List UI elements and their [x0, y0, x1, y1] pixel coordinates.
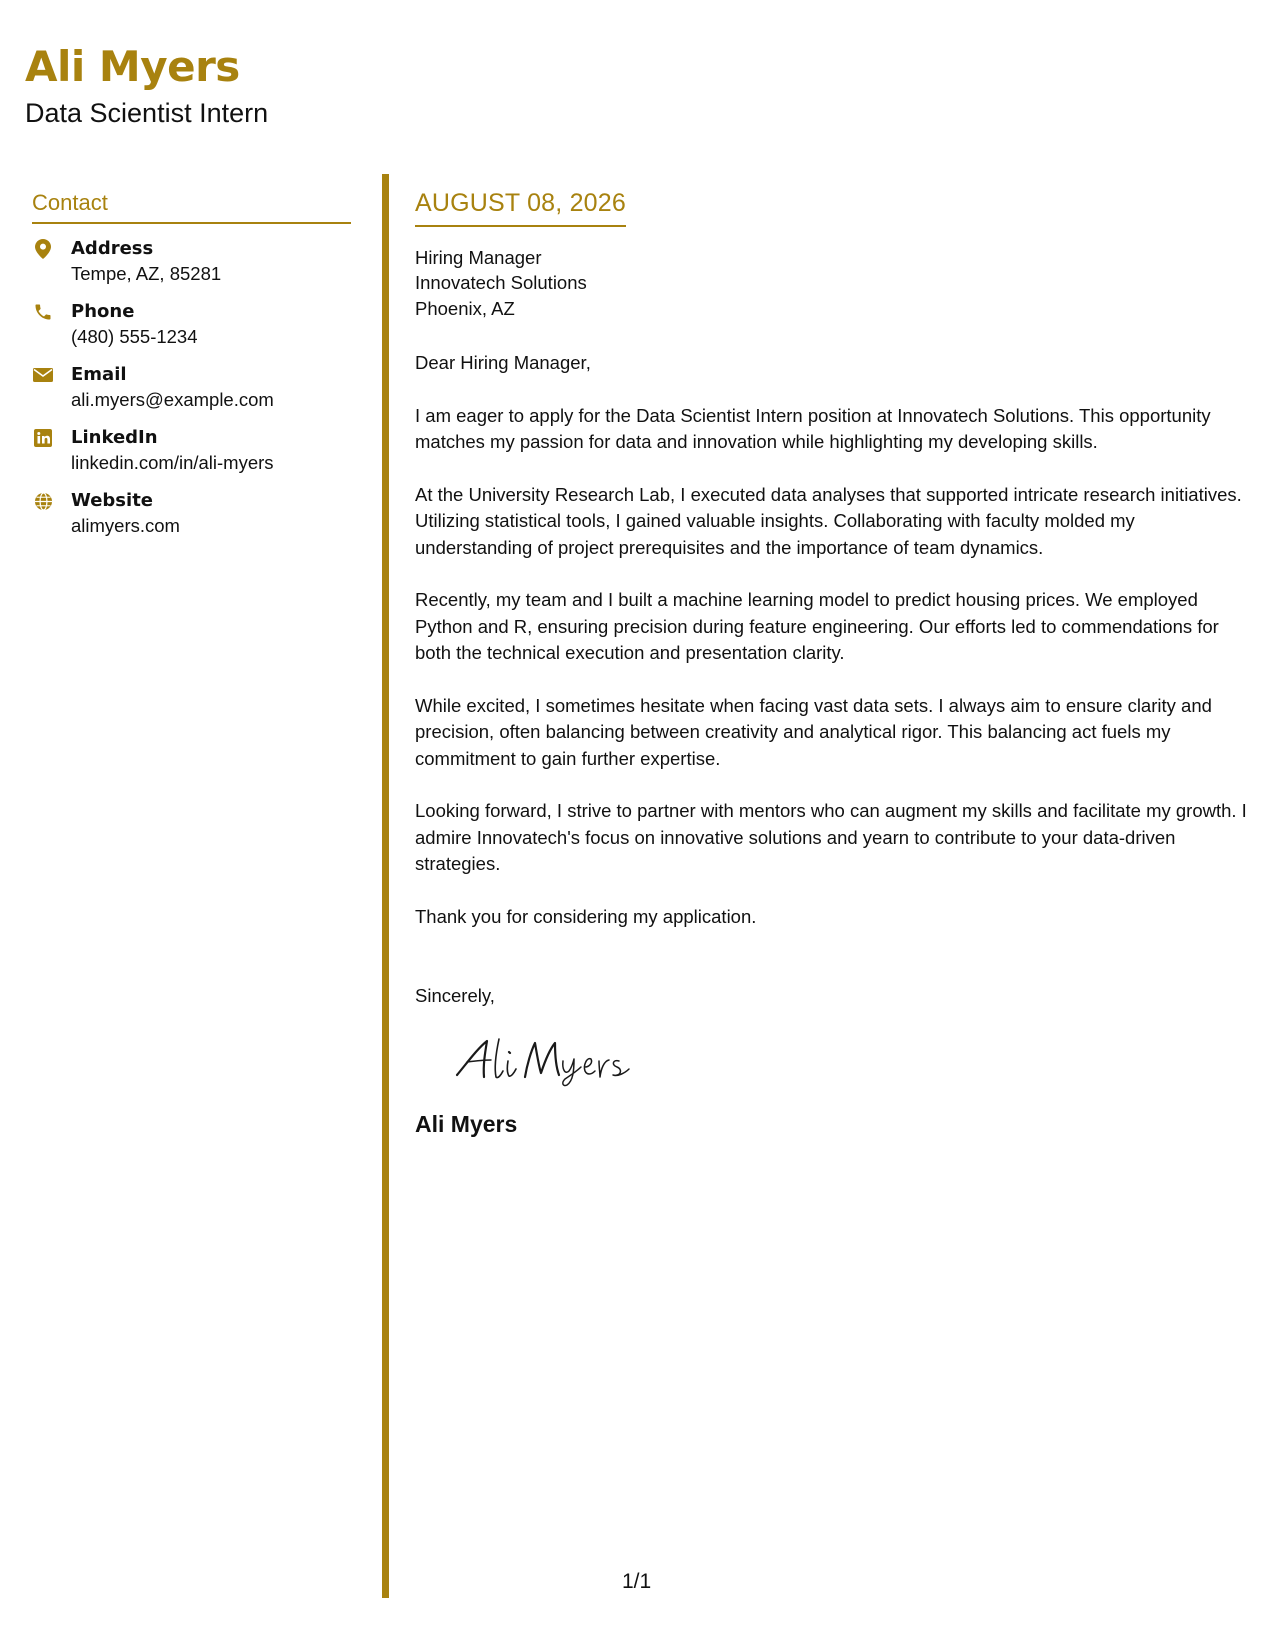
contact-item-email — [32, 362, 351, 425]
contact-label-linkedin: LinkedIn — [71, 427, 158, 448]
letter-paragraph: I am eager to apply for the Data Scientist Intern position at Innovatech Solutions. This opportunity matches my passion for data and innovation while highlighting my developing skills. — [415, 404, 1211, 452]
letter-paragraph: At the University Research Lab, I executed data analyses that supported intricate research initiatives. Utilizing statistical tools, I gained valuable insights. Collaborating with faculty molded my understanding of project prerequisites and the importance of team dynamics. — [415, 483, 1242, 558]
globe-icon — [32, 490, 54, 512]
recipient-line: Hiring Manager — [415, 246, 542, 268]
letter-date: AUGUST 08, 2026 — [415, 190, 626, 227]
applicant-name: Ali Myers — [25, 42, 240, 91]
recipient-line: Innovatech Solutions — [415, 272, 587, 293]
contact-value-linkedin[interactable]: linkedin.com/in/ali-myers — [71, 452, 274, 473]
contact-label-website: Website — [71, 490, 154, 511]
letter-body — [415, 190, 1250, 1137]
recipient-block — [415, 245, 1250, 322]
contact-sidebar — [32, 190, 351, 551]
contact-value-phone: (480) 555-1234 — [71, 326, 198, 347]
contact-section-title: Contact — [32, 190, 351, 224]
linkedin-icon — [32, 427, 54, 449]
contact-label-address: Address — [71, 238, 154, 259]
contact-value-email[interactable]: ali.myers@example.com — [71, 389, 274, 410]
contact-item-linkedin — [32, 425, 351, 488]
handwritten-signature — [453, 1035, 1250, 1087]
contact-label-phone: Phone — [71, 301, 135, 322]
letter-paragraph: Looking forward, I strive to partner with mentors who can augment my skills and facilitate my growth. I admire Innovatech's focus on innovative solutions and yearn to contribute to your data-driven strategies. — [415, 800, 1247, 874]
phone-icon — [32, 301, 54, 323]
contact-label-email: Email — [71, 364, 127, 385]
recipient-line: Phoenix, AZ — [415, 297, 515, 319]
contact-item-address — [32, 236, 351, 299]
contact-value-website[interactable]: alimyers.com — [71, 515, 180, 536]
contact-item-phone — [32, 299, 351, 362]
salutation: Dear Hiring Manager, — [415, 352, 591, 373]
signer-name: Ali Myers — [415, 1110, 518, 1137]
contact-item-website — [32, 488, 351, 551]
applicant-role: Data Scientist Intern — [25, 98, 269, 128]
vertical-divider — [382, 174, 389, 1598]
contact-value-address: Tempe, AZ, 85281 — [71, 263, 222, 284]
closing-line: Sincerely, — [415, 985, 495, 1006]
letter-paragraph: While excited, I sometimes hesitate when facing vast data sets. I always aim to ensure clarity and precision, often balancing between creativity and analytical rigor. This balancing act fuels my commitment to gain further expertise. — [415, 694, 1212, 769]
location-pin-icon — [32, 238, 54, 260]
page-number: 1/1 — [622, 1570, 652, 1593]
thanks-line: Thank you for considering my application. — [415, 905, 757, 927]
envelope-icon — [32, 364, 54, 386]
letter-paragraph: Recently, my team and I built a machine learning model to predict housing prices. We employed Python and R, ensuring precision during feature engineering. Our efforts led to commendations for both the technical execution and presentation clarity. — [415, 589, 1219, 663]
